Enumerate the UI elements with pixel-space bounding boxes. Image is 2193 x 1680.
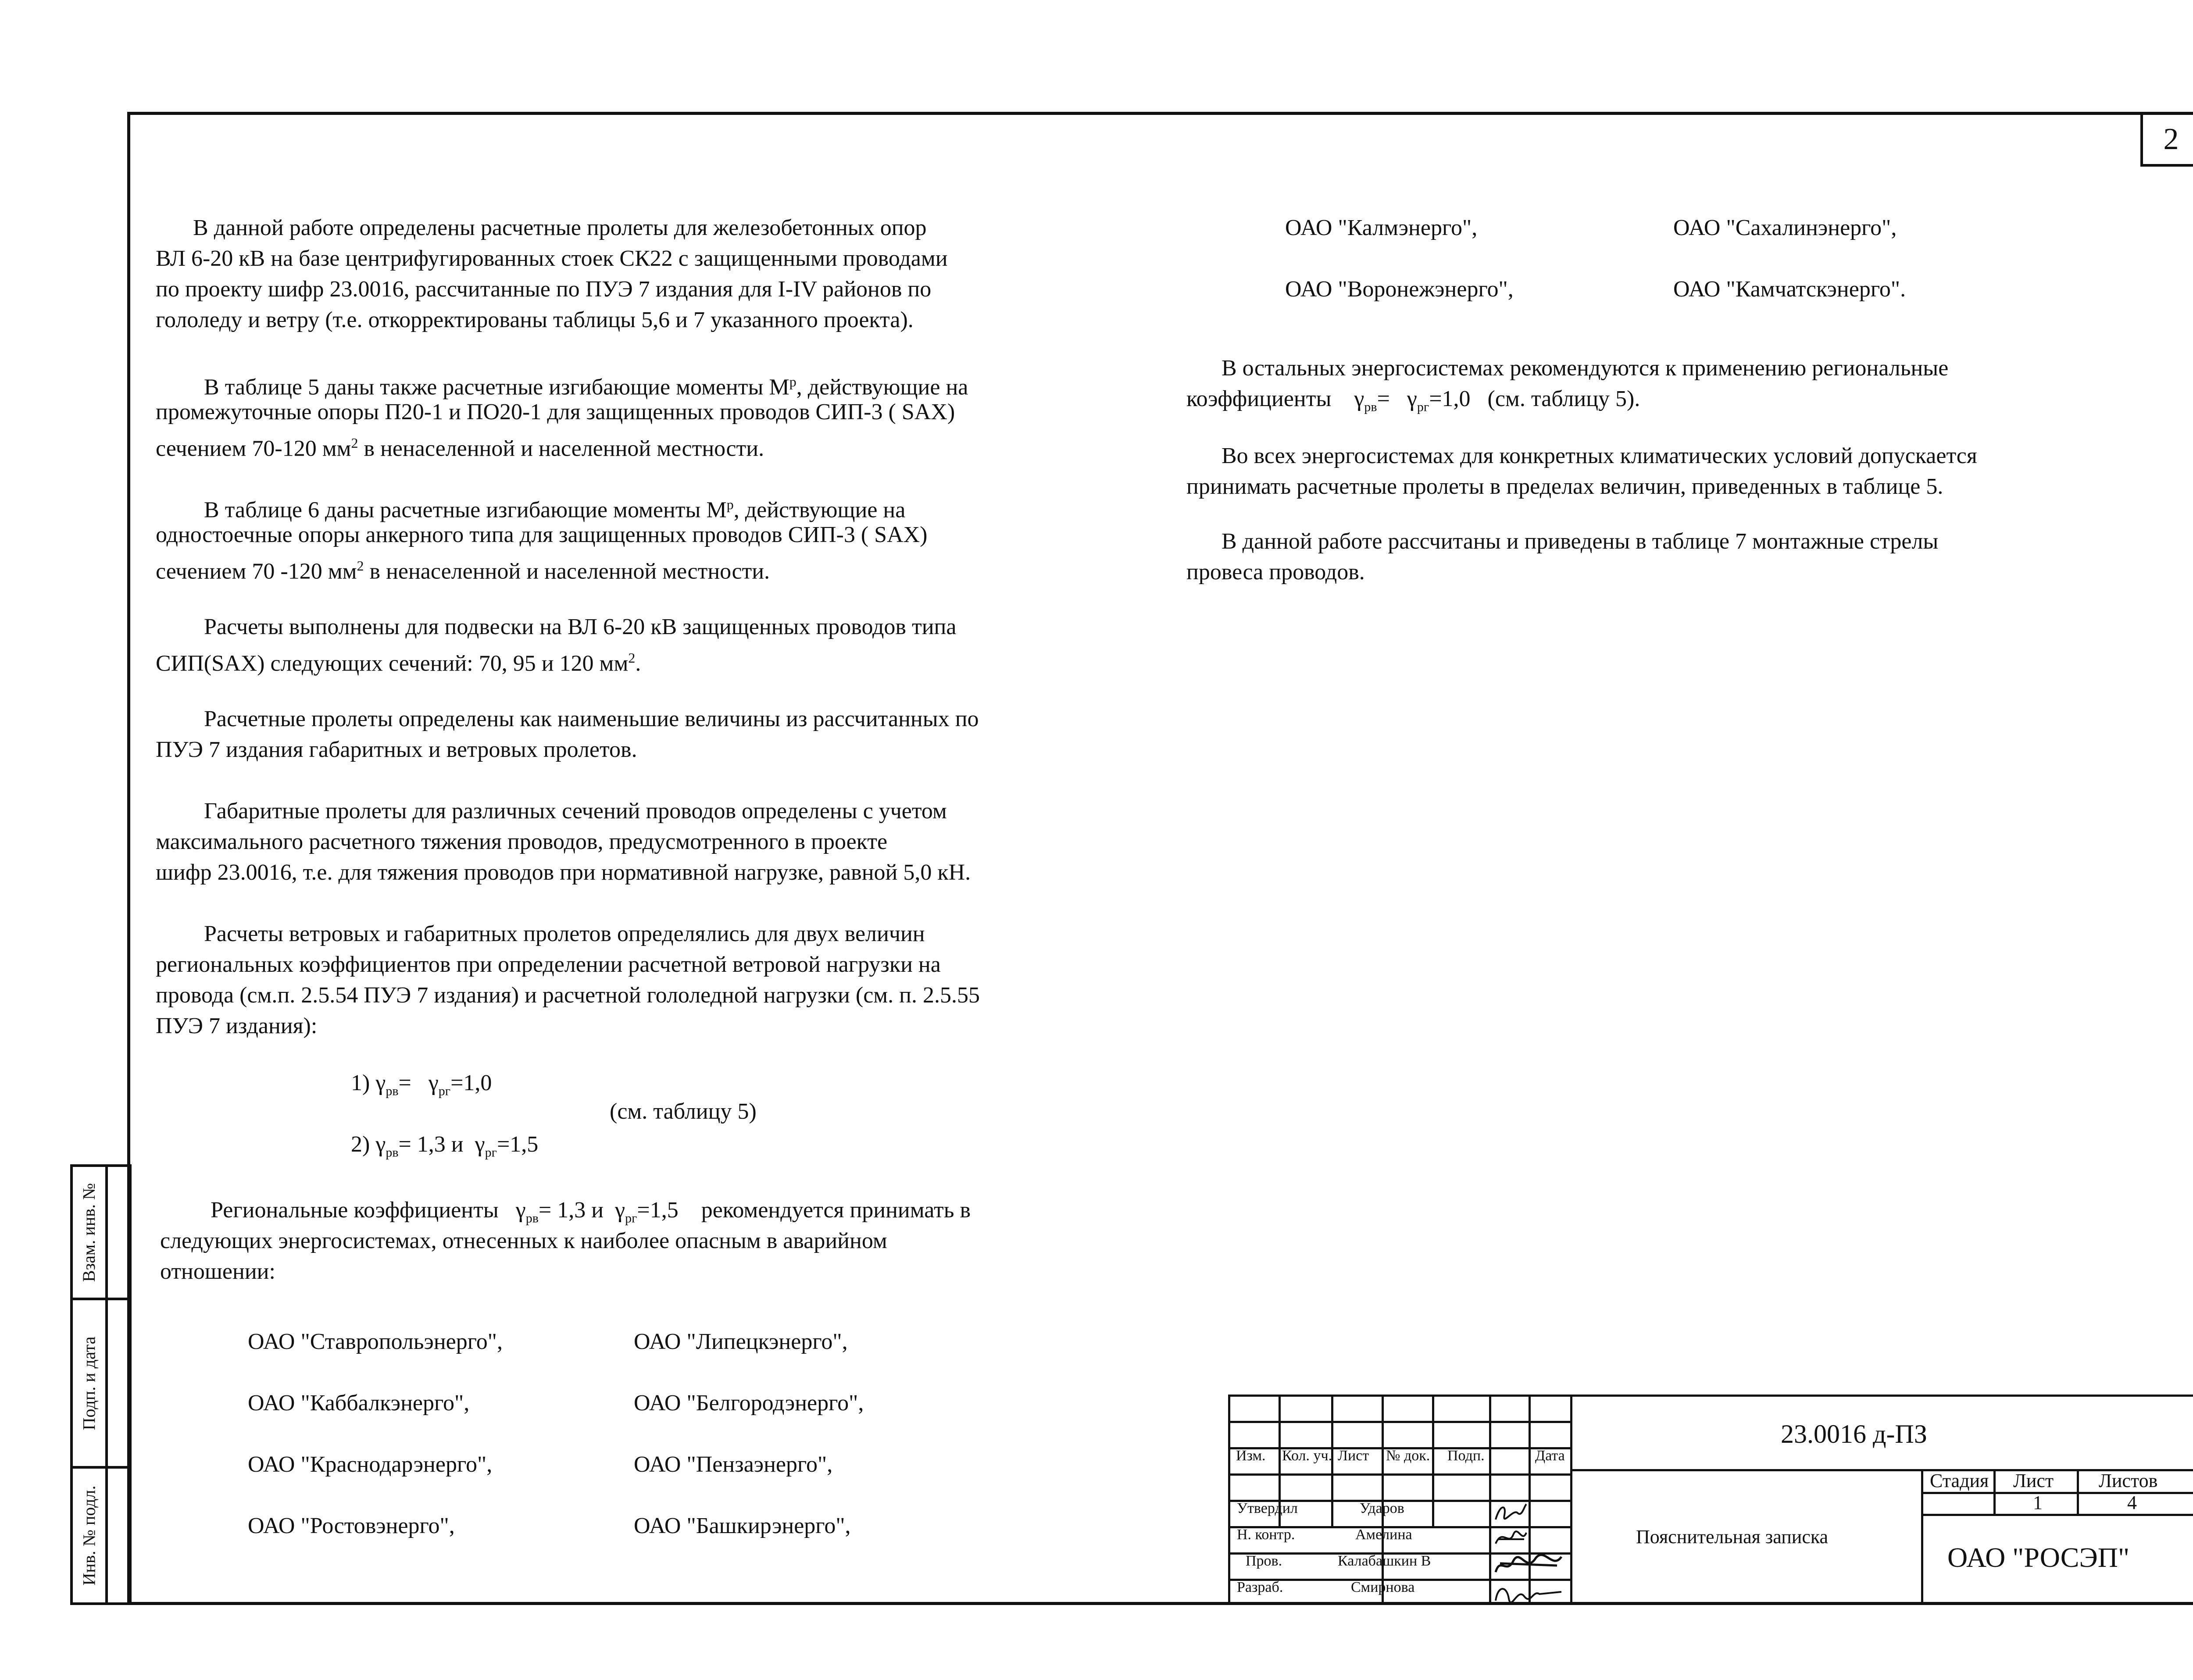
company-item: ОАО "Ставропольэнерго", (248, 1329, 503, 1354)
formula-1: 1) $\gamma_{рв}=$ $\gamma_{рг}=1,0$ (351, 1070, 492, 1099)
signature-stroke (1493, 1526, 1529, 1552)
tb-role: Утвердил (1237, 1500, 1298, 1516)
paragraph-line: Региональные коэффициенты $\gamma_{рв}= 1,3$ и $\gamma_{рг}=1,5$ рекомендуется принимать в (211, 1198, 971, 1226)
sheet-number: 2 (2140, 112, 2193, 167)
company-item: ОАО "Липецкэнерго", (634, 1329, 848, 1354)
tb-name: Ударов (1360, 1500, 1404, 1516)
tb-name: Смирнова (1351, 1579, 1415, 1595)
company-item: ОАО "Воронежэнерго", (1285, 277, 1514, 302)
tb-header: Кол. уч. (1282, 1448, 1332, 1464)
title-block (1228, 1395, 2193, 1605)
paragraph-line: гололеду и ветру (т.е. откорректированы таблицы 5,6 и 7 указанного проекта). (156, 307, 914, 332)
company-item: ОАО "Башкирэнерго", (634, 1513, 851, 1538)
paragraph-line: региональных коэффициентов при определении расчетной ветровой нагрузки на (156, 952, 941, 977)
company-item: ОАО "Калмэнерго", (1285, 215, 1478, 240)
paragraph-line: принимать расчетные пролеты в пределах величин, приведенных в таблице 5. (1186, 474, 1943, 499)
paragraph-line: СИП(SAX) следующих сечений: 70, 95 и 120 $мм^2$. (156, 650, 641, 676)
paragraph-line: ПУЭ 7 издания): (156, 1013, 318, 1038)
company-item: ОАО "Камчатскэнерго". (1673, 277, 1906, 302)
tb-name: Калабашкин В (1338, 1553, 1431, 1569)
sheet-header: Лист (2013, 1470, 2054, 1491)
paragraph-line: В остальных энергосистемах рекомендуются к применению региональные (1222, 356, 1949, 381)
tb-role: Н. контр. (1237, 1527, 1295, 1543)
paragraph-line: одностоечные опоры анкерного типа для защищенных проводов СИП-3 ( SAX) (156, 522, 928, 547)
paragraph-line: промежуточные опоры П20-1 и ПО20-1 для защищенных проводов СИП-3 ( SAX) (156, 399, 955, 424)
paragraph-line: провода (см.п. 2.5.54 ПУЭ 7 издания) и расчетной гололедной нагрузки (см. п. 2.5.55 (156, 983, 980, 1008)
tb-header: Дата (1535, 1448, 1565, 1464)
side-label: Взам. инв. № (79, 1183, 99, 1282)
paragraph-line: Расчеты выполнены для подвески на ВЛ 6-20 кВ защищенных проводов типа (204, 614, 957, 639)
paragraph-line: Во всех энергосистемах для конкретных климатических условий допускается (1222, 443, 1977, 468)
paragraph-line: В данной работе рассчитаны и приведены в таблице 7 монтажные стрелы (1222, 529, 1939, 554)
signature-stroke (1491, 1579, 1566, 1605)
paragraph-line: Габаритные пролеты для различных сечений проводов определены с учетом (204, 799, 947, 824)
paragraph-line: шифр 23.0016, т.е. для тяжения проводов при нормативной нагрузке, равной 5,0 кН. (156, 860, 971, 885)
company-item: ОАО "Ростовэнерго", (248, 1513, 455, 1538)
paragraph-line: провеса проводов. (1186, 560, 1365, 585)
tb-header: Подп. (1447, 1448, 1485, 1464)
paragraph-line: ПУЭ 7 издания габаритных и ветровых пролетов. (156, 737, 637, 762)
sheets-header: Листов (2099, 1470, 2158, 1491)
company-item: ОАО "Пензаэнерго", (634, 1452, 833, 1477)
paragraph-line: следующих энергосистемах, отнесенных к наиболее опасным в аварийном (160, 1228, 887, 1253)
signature-stroke (1493, 1500, 1529, 1526)
side-stamp (70, 1164, 132, 1605)
company-item: ОАО "Белгородэнерго", (634, 1391, 864, 1416)
company-item: ОАО "Краснодарэнерго", (248, 1452, 493, 1477)
tb-role: Разраб. (1237, 1579, 1283, 1595)
side-label: Подп. и дата (79, 1336, 99, 1430)
paragraph-line: коэффициенты $\gamma_{рв}=$ $\gamma_{рг}=1,0$ (см. таблицу 5). (1186, 386, 1640, 414)
document-title: Пояснительная записка (1636, 1526, 1829, 1548)
side-label: Инв. № подл. (79, 1485, 99, 1586)
paragraph-line: В таблице 6 даны расчетные изгибающие моменты $М^р$, действующие на (204, 496, 906, 523)
formula-2: 2) $\gamma_{рв}= 1,3$ и $\gamma_{рг}=1,5$ (351, 1132, 539, 1160)
tb-header: Изм. (1236, 1448, 1266, 1464)
side-cell-inventory (70, 1466, 132, 1605)
paragraph-line: В данной работе определены расчетные пролеты для железобетонных опор (193, 215, 927, 240)
sheet-value: 1 (2033, 1492, 2043, 1513)
paragraph-line: по проекту шифр 23.0016, рассчитанные по ПУЭ 7 издания для I-IV районов по (156, 277, 932, 302)
tb-header: Лист (1338, 1448, 1369, 1464)
paragraph-line: В таблице 5 даны также расчетные изгибающие моменты $М^р$, действующие на (204, 374, 968, 400)
organization-name: ОАО "РОСЭП" (1947, 1542, 2130, 1573)
paragraph-line: Расчетные пролеты определены как наименьшие величины из рассчитанных по (204, 706, 979, 731)
paragraph-line: сечением 70-120 $мм^2$ в ненаселенной и населенной местности. (156, 435, 764, 461)
paragraph-line: Расчеты ветровых и габаритных пролетов определялись для двух величин (204, 921, 925, 946)
paragraph-line: максимального расчетного тяжения проводов, предусмотренного в проекте (156, 829, 888, 854)
tb-name: Амелина (1355, 1527, 1412, 1543)
document-code: 23.0016 д-ПЗ (1781, 1420, 1927, 1448)
sheets-value: 4 (2127, 1492, 2137, 1513)
formula-reference: (см. таблицу 5) (610, 1099, 757, 1124)
tb-role: Пров. (1246, 1553, 1282, 1569)
stage-header: Стадия (1930, 1470, 1989, 1491)
paragraph-line: ВЛ 6-20 кВ на базе центрифугированных стоек СК22 с защищенными проводами (156, 246, 948, 271)
tb-header: № док. (1386, 1448, 1430, 1464)
company-item: ОАО "Сахалинэнерго", (1673, 215, 1897, 240)
paragraph-line: отношении: (160, 1259, 275, 1284)
paragraph-line: сечением 70 -120 $мм^2$ в ненаселенной и населенной местности. (156, 558, 770, 584)
side-cell-signature (70, 1298, 132, 1469)
company-item: ОАО "Каббалкэнерго", (248, 1391, 470, 1416)
side-cell-replacement (70, 1164, 132, 1300)
signature-stroke (1491, 1552, 1566, 1579)
